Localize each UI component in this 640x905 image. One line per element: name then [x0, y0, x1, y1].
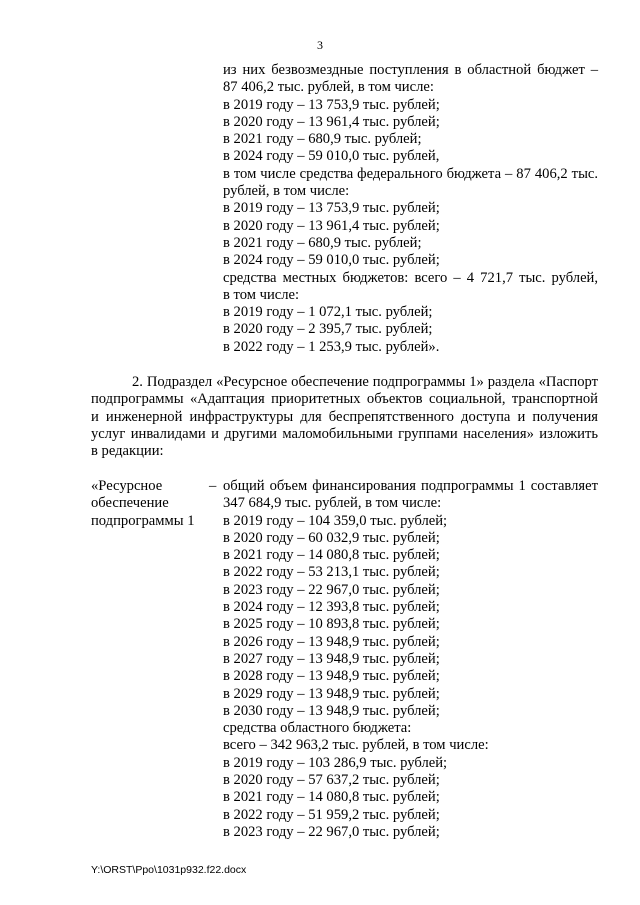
- text-line: в 2019 году – 104 359,0 тыс. рублей;: [223, 512, 448, 529]
- text-line: 2. Подраздел «Ресурсное обеспечение подпрограммы 1» раздела «Паспорт: [132, 374, 598, 390]
- resource-label: [91, 478, 201, 530]
- text-line: в 2029 году – 13 948,9 тыс. рублей;: [223, 685, 440, 702]
- text-line: в 2020 году – 57 637,2 тыс. рублей;: [223, 772, 440, 789]
- label-line: «Ресурсное: [91, 478, 163, 494]
- text-line: и инженерной инфраструктуры для беспрепятственного доступа и получения: [91, 408, 598, 425]
- label-line: обеспечение: [91, 495, 169, 512]
- text-line: в 2023 году – 22 967,0 тыс. рублей;: [223, 823, 440, 840]
- text-line: в 2019 году – 13 753,9 тыс. рублей;: [223, 96, 440, 113]
- text-line: в 2022 году – 1 253,9 тыс. рублей».: [223, 338, 440, 355]
- text-line: в 2025 году – 10 893,8 тыс. рублей;: [223, 616, 440, 633]
- text-line: в 2023 году – 22 967,0 тыс. рублей;: [223, 581, 440, 598]
- text-line: общий объем финансирования подпрограммы 1 составляет: [223, 478, 598, 494]
- text-line: 87 406,2 тыс. рублей, в том числе:: [223, 79, 434, 96]
- text-line: в 2019 году – 13 753,9 тыс. рублей;: [223, 200, 440, 217]
- text-line: в 2027 году – 13 948,9 тыс. рублей;: [223, 650, 440, 667]
- text-line: в 2020 году – 2 395,7 тыс. рублей;: [223, 321, 433, 338]
- text-line: в том числе средства федерального бюджета – 87 406,2 тыс.: [223, 165, 598, 182]
- text-line: в 2021 году – 680,9 тыс. рублей;: [223, 234, 422, 251]
- label-line: подпрограммы 1: [91, 512, 195, 529]
- page-number: 3: [317, 38, 323, 52]
- funding-continuation-block: [223, 62, 598, 356]
- text-line: в 2022 году – 51 959,2 тыс. рублей;: [223, 806, 440, 823]
- text-line: в 2028 году – 13 948,9 тыс. рублей;: [223, 668, 440, 685]
- text-line: услуг инвалидами и другими маломобильными группами населения» изложить: [91, 425, 598, 442]
- text-line: всего – 342 963,2 тыс. рублей, в том числе:: [223, 737, 489, 754]
- label-dash: –: [209, 478, 217, 494]
- text-line: в 2024 году – 59 010,0 тыс. рублей,: [223, 148, 440, 165]
- text-line: в 2019 году – 103 286,9 тыс. рублей;: [223, 754, 448, 771]
- text-line: в 2020 году – 13 961,4 тыс. рублей;: [223, 113, 440, 130]
- text-line: в 2024 году – 59 010,0 тыс. рублей;: [223, 252, 440, 269]
- text-line: средства местных бюджетов: всего – 4 721,7 тыс. рублей,: [223, 269, 598, 286]
- text-line: рублей, в том числе:: [223, 183, 350, 200]
- text-line: в 2019 году – 1 072,1 тыс. рублей;: [223, 304, 433, 321]
- text-line: в 2021 году – 680,9 тыс. рублей;: [223, 131, 422, 148]
- text-line: в редакции:: [91, 443, 164, 460]
- text-line: средства областного бюджета:: [223, 720, 412, 737]
- text-line: из них безвозмездные поступления в областной бюджет –: [223, 62, 598, 78]
- text-line: в 2021 году – 14 080,8 тыс. рублей;: [223, 789, 440, 806]
- text-line: в 2024 году – 12 393,8 тыс. рублей;: [223, 599, 440, 616]
- resource-funding-block: [223, 478, 598, 841]
- text-line: в 2020 году – 13 961,4 тыс. рублей;: [223, 217, 440, 234]
- text-line: в 2022 году – 53 213,1 тыс. рублей;: [223, 564, 440, 581]
- text-line: в том числе:: [223, 286, 300, 303]
- text-line: подпрограммы «Адаптация приоритетных объектов социальной, транспортной: [91, 391, 598, 408]
- text-line: в 2030 году – 13 948,9 тыс. рублей;: [223, 702, 440, 719]
- text-line: в 2026 году – 13 948,9 тыс. рублей;: [223, 633, 440, 650]
- text-line: 347 684,9 тыс. рублей, в том числе:: [223, 495, 442, 512]
- file-path-footer: Y:\ORST\Ppo\1031p932.f22.docx: [91, 864, 247, 876]
- text-line: в 2021 году – 14 080,8 тыс. рублей;: [223, 547, 440, 564]
- text-line: в 2020 году – 60 032,9 тыс. рублей;: [223, 529, 440, 546]
- amendment-paragraph: [91, 374, 598, 460]
